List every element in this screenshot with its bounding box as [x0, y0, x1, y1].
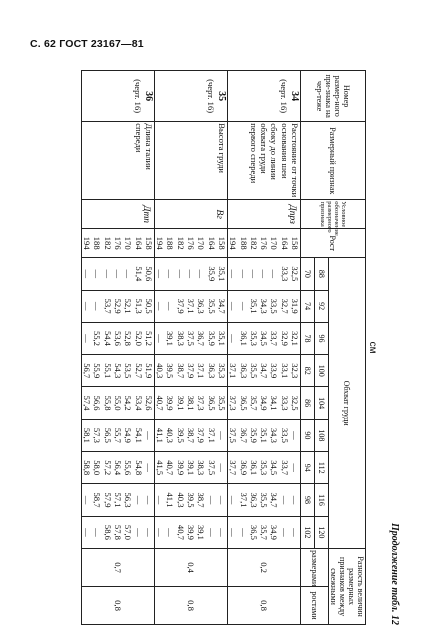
row-symbol: Дпрз [227, 200, 300, 229]
cell: 50,5 51,3 52,1 52,9 53,7 — — [81, 290, 154, 322]
chest-bottom-98: 98 [301, 484, 315, 516]
cell: 50,6 51,4 — — — — — [81, 258, 154, 290]
header-number: Номер размер-ного при-знака на чер-теже [301, 71, 366, 122]
header-chest-group: Обхват груди [329, 258, 366, 549]
chest-top-92: 92 [315, 290, 329, 322]
cell: 52,6 53,4 54,2 55,0 55,8 56,6 57,4 [81, 387, 154, 419]
chest-top-116: 116 [315, 484, 329, 516]
chest-top-108: 108 [315, 419, 329, 451]
chest-top-120: 120 [315, 516, 329, 548]
chest-bottom-70: 70 [301, 258, 315, 290]
chest-top-88: 88 [315, 258, 329, 290]
cell: 35,3 36,3 37,1 37,9 38,7 39,5 40,3 [154, 355, 227, 387]
cell: — 33,7 34,5 35,3 36,1 36,9 37,7 [227, 452, 300, 484]
chest-top-100: 100 [315, 355, 329, 387]
chest-top-112: 112 [315, 452, 329, 484]
row-number: 34 (черт. 16) [227, 71, 300, 122]
cell: 32,5 33,3 34,1 34,9 35,7 36,5 37,3 [227, 387, 300, 419]
row-symbol: Дтп [81, 200, 154, 229]
cell: — — 56,3 57,1 57,9 58,7 — [81, 484, 154, 516]
unit-label: см [367, 341, 378, 354]
cell: 31,9 32,7 33,5 34,3 35,1 — — [227, 290, 300, 322]
page-header: С. 62 ГОСТ 23167—81 [30, 38, 144, 50]
cell: — 54,8 55,6 56,4 57,2 58,0 58,8 [81, 452, 154, 484]
chest-bottom-86: 86 [301, 387, 315, 419]
row-feature: Высота груди [154, 122, 227, 200]
cell: — 37,5 38,3 39,1 39,9 40,7 41,5 [154, 452, 227, 484]
cell: 35,5 36,5 37,3 38,1 39,1 39,9 40,7 [154, 387, 227, 419]
cell: 35,1 35,9 36,7 37,5 38,3 39,1 — [154, 322, 227, 354]
cell: — — 57,0 57,8 58,6 — — [81, 516, 154, 548]
header-diff-size: размерами [301, 549, 329, 587]
chest-top-96: 96 [315, 322, 329, 354]
row-number: 36 (черт. 16) [81, 71, 154, 122]
table-row [81, 71, 154, 625]
row-heights: 158 164 170 176 182 188 194 [81, 229, 154, 258]
cell: — — 38,7 39,5 40,3 41,1 — [154, 484, 227, 516]
header-symbol: Условное обозначение размерного признака [301, 200, 366, 229]
continuation-label: Продолжение табл. 12 [389, 522, 400, 625]
header-diff-group: Разность величин размерных признаков между смежными [329, 549, 366, 625]
cell: 32,5 33,3 — — — — — [227, 258, 300, 290]
cell: 51,9 52,7 53,5 54,3 55,1 55,9 56,7 [81, 355, 154, 387]
chest-bottom-102: 102 [301, 516, 315, 548]
cell: — 54,1 54,9 55,7 56,5 57,3 58,1 [81, 419, 154, 451]
row-diff-height: 0,8 [154, 587, 227, 625]
cell: 34,7 35,5 36,3 37,1 37,9 — — [154, 290, 227, 322]
row-feature: Длина талии спереди [81, 122, 154, 200]
chest-bottom-74: 74 [301, 290, 315, 322]
row-diff-height: 0,8 [81, 587, 154, 625]
rotated-table-block [82, 70, 400, 625]
table-row [154, 71, 227, 625]
row-number: 35 (черт. 16) [154, 71, 227, 122]
chest-top-104: 104 [315, 387, 329, 419]
measurements-table [81, 70, 366, 625]
cell: 32,1 32,9 33,7 34,5 35,3 36,1 — [227, 322, 300, 354]
cell: — — 34,9 35,7 36,5 — — [227, 516, 300, 548]
cell: — — 39,1 39,9 40,7 — — [154, 516, 227, 548]
cell: — 33,5 34,3 35,1 35,9 36,7 37,5 [227, 419, 300, 451]
cell: 35,1 35,9 — — — — — [154, 258, 227, 290]
chest-bottom-94: 94 [301, 452, 315, 484]
row-diff-size: 0,7 [81, 549, 154, 587]
cell: 51,2 52,0 52,8 53,6 54,4 55,2 — [81, 322, 154, 354]
header-diff-height: ростами [301, 587, 329, 625]
cell: — — 34,7 35,5 36,3 37,1 — [227, 484, 300, 516]
chest-bottom-90: 90 [301, 419, 315, 451]
cell: — 37,1 37,9 38,7 39,5 40,3 41,1 [154, 419, 227, 451]
chest-bottom-78: 78 [301, 322, 315, 354]
row-diff-size: 0,4 [154, 549, 227, 587]
row-heights: 158 164 170 176 182 188 194 [227, 229, 300, 258]
row-feature: Расстояние от точки основания шеи сбоку до линии обхвата груди первого спереди [227, 122, 300, 200]
row-heights: 158 164 170 176 182 188 194 [154, 229, 227, 258]
row-diff-height: 0,8 [227, 587, 300, 625]
header-feature: Размерный признак [301, 122, 366, 200]
table-row [227, 71, 300, 625]
row-diff-size: 0,2 [227, 549, 300, 587]
row-symbol: Вг [154, 200, 227, 229]
cell: 32,3 33,1 33,9 34,7 35,5 36,3 37,1 [227, 355, 300, 387]
header-height: Рост [301, 229, 366, 258]
chest-bottom-82: 82 [301, 355, 315, 387]
